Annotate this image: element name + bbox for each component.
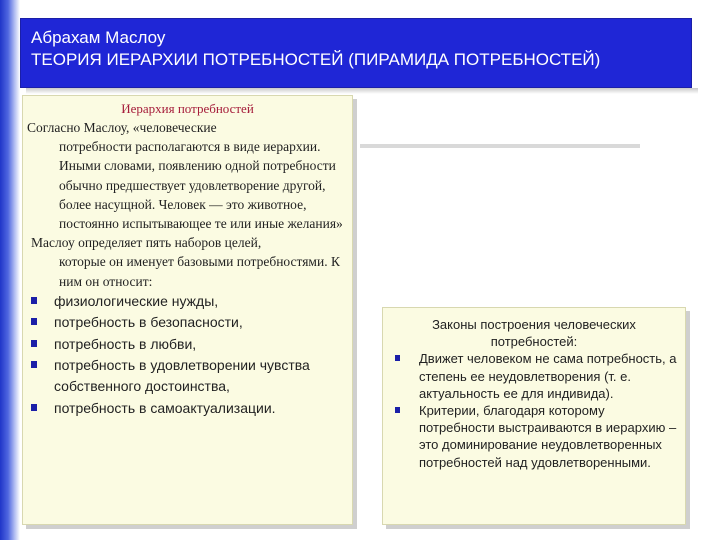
goals-rest: которые он именует базовыми потребностями. К ним он относит:	[59, 254, 340, 289]
list-item	[23, 334, 346, 355]
square-bullet-icon	[31, 297, 37, 304]
list-item	[23, 291, 346, 312]
right-text-panel	[382, 307, 686, 525]
hierarchy-heading: Иерархия потребностей	[121, 101, 254, 116]
maslow-quote-paragraph	[23, 118, 352, 233]
square-bullet-icon	[395, 407, 400, 413]
square-bullet-icon	[31, 361, 37, 368]
square-bullet-icon	[31, 340, 37, 347]
laws-heading: Законы построения человеческих потребностей:	[432, 317, 636, 350]
slide-theory-title: ТЕОРИЯ ИЕРАРХИИ ПОТРЕБНОСТЕЙ (ПИРАМИДА ПОТРЕБНОСТЕЙ)	[31, 50, 601, 69]
slide-author-title: Абрахам Маслоу	[31, 28, 166, 47]
list-item	[23, 398, 346, 419]
quote-rest: потребности располагаются в виде иерархии. Иными словами, появлению одной потребности обычно предшествует удовлетворение другой, более насущной. Человек — это животное, постоянно испытывающее те или иные желания»	[59, 139, 343, 232]
left-decorative-stripe	[0, 0, 20, 540]
need-text: потребность в безопасности,	[54, 314, 243, 331]
list-item	[23, 355, 346, 398]
need-text: потребность в самоактуализации.	[54, 399, 276, 416]
quote-first-line: Согласно Маслоу, «человеческие	[27, 120, 217, 135]
needs-list	[23, 291, 352, 419]
need-text: потребность в удовлетворении чувства собственного достоинства,	[54, 357, 310, 395]
square-bullet-icon	[31, 318, 37, 325]
list-item	[383, 350, 679, 402]
need-text: потребность в любви,	[54, 335, 197, 352]
decorative-divider	[360, 144, 640, 148]
square-bullet-icon	[395, 355, 400, 361]
goals-paragraph	[23, 233, 352, 291]
left-text-panel	[22, 95, 353, 525]
slide-title-bar	[20, 18, 692, 88]
goals-first-line: Маслоу определяет пять наборов целей,	[31, 235, 262, 251]
law-text: Критерии, благодаря которому потребности выстраиваются в иерархию – это доминирование неудовлетворенных потребностей над удовлетворенными.	[419, 403, 677, 470]
laws-list	[383, 350, 685, 470]
need-text: физиологические нужды,	[54, 292, 219, 309]
law-text: Движет человеком не сама потребность, а степень ее неудовлетворения (т. е. актуальность ее для индивида).	[419, 351, 677, 401]
square-bullet-icon	[31, 404, 37, 411]
list-item	[383, 402, 679, 471]
title-shadow	[26, 88, 698, 94]
list-item	[23, 312, 346, 333]
